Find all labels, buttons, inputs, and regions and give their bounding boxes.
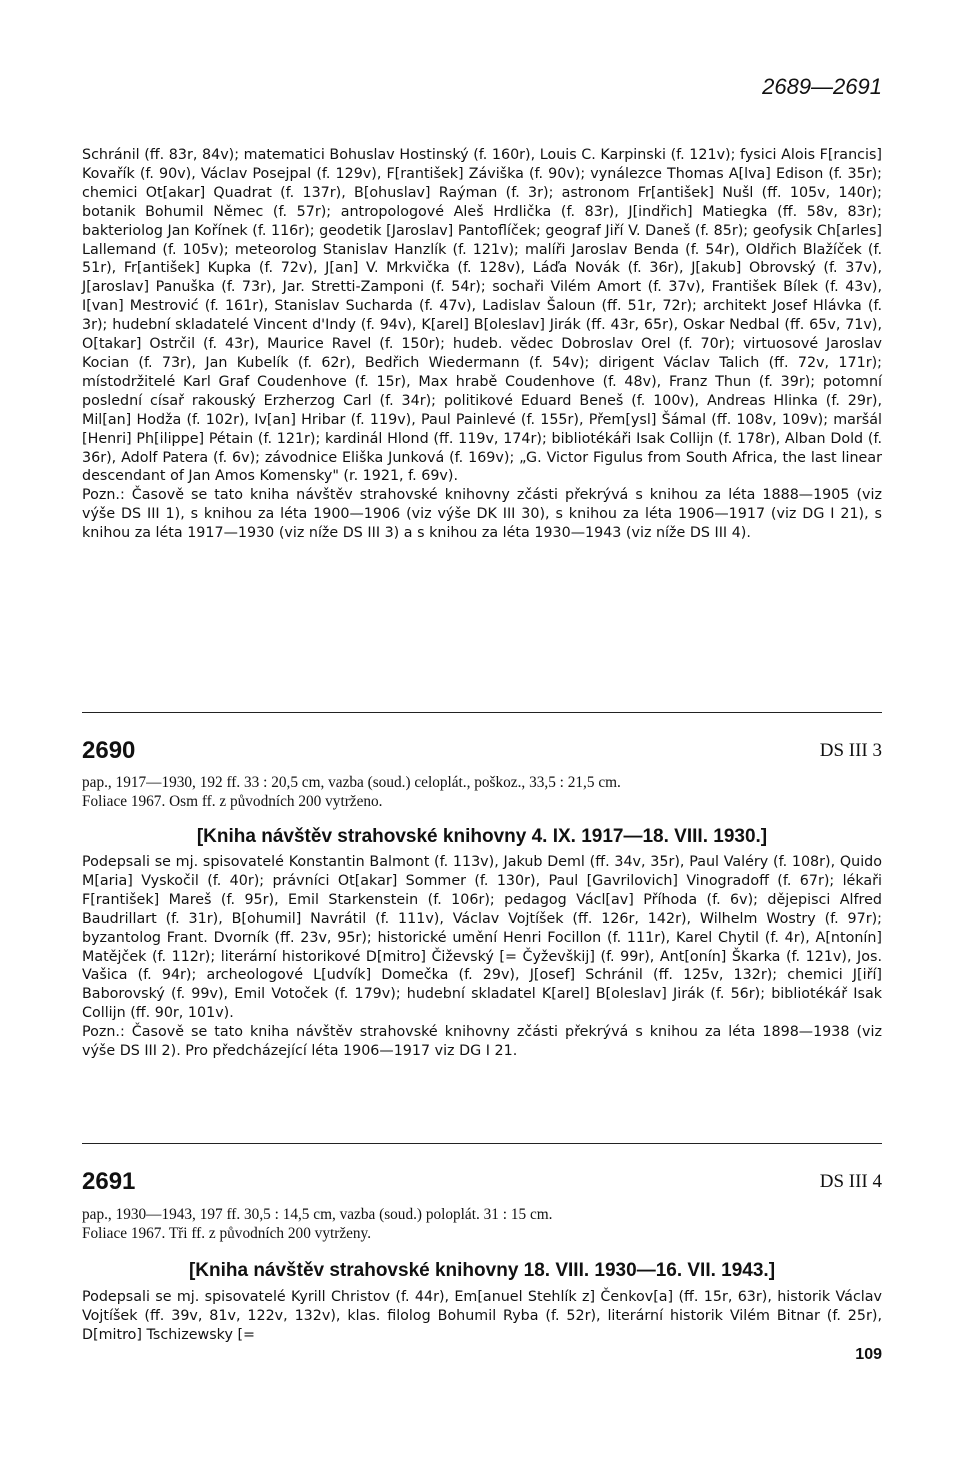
entry-2689-note: Pozn.: Časově se tato kniha návštěv strahovské knihovny zčásti překrývá s knihou za léta 1888—1905 (viz výše DS III 1), s knihou za léta 1900—1906 (viz výše DK III 30), s knihou za léta 1906—1917 (viz DG I 21), s knihou za léta 1917—1930 (viz níže DS III 3) a s knihou za léta 1930—1943 (viz níže DS III 4).: [82, 487, 882, 542]
running-head: 2689—2691: [762, 74, 882, 99]
description-line: pap., 1917—1930, 192 ff. 33 : 20,5 cm, vazba (soud.) celoplát., poškoz., 33,5 : 21,5 cm.: [82, 774, 621, 791]
entry-title: [Kniha návštěv strahovské knihovny 18. VIII. 1930—16. VII. 1943.]: [188, 1260, 776, 1281]
entry-2690-text: Podepsali se mj. spisovatelé Konstantin Balmont (f. 113v), Jakub Deml (ff. 34v, 35r), Paul Valéry (f. 108r), Quido M[aria] Vyskočil (f. 40r); právníci Ot[akar] Sommer (f. 130r), Paul [Gavrilovich] Vinogradoff (f. 67r); lékaři F[rantišek] Mareš (f. 95r), Emil Starkenstein (f. 106r); pedagog Václ[av] Příhoda (f. 6v); dějepisci Alfred Baudrillart (f. 31r), B[ohumil] Navrátil (f. 111v), Václav Vojtíšek (ff. 126r, 142r), Wilhelm Wostry (f. 97r); byzantolog Frant. Dvorník (ff. 23v, 95r); historické umění Henri Focillon (f. 111r), Karel Chytil (f. 4r), A[ntonín] Matějček (f. 112r); literární historikové D[mitro] Čiževský [= Čyževškij] (f. 99r), Ant[onín] Škarka (f. 121v), Jos. Vašica (f. 94r); archeologové L[udvík] Domečka (f. 29v), J[osef] Schránil (ff. 125v, 132r); chemici J[iří] Baborovský (f. 99v), Emil Votoček (f. 179v); hudební skladatel K[arel] B[oleslav] Jirák (f. 56r); bibliotékář Isak Collijn (ff. 90r, 101v).: [82, 854, 882, 1022]
shelf-signature: DS III 4: [819, 1171, 882, 1192]
entry-2691-text: Podepsali se mj. spisovatelé Kyrill Christov (f. 44r), Em[anuel Stehlík z] Čenkov[a] (ff. 15r, 63r), historik Václav Vojtíšek (ff. 39v, 81v, 122v, 132v), klas. filolog Bohumil Ryba (f. 52r), literární historik Vilém Bitnar (f. 25r), D[mitro] Tschizewsky [=: [82, 1289, 882, 1343]
physical-description: [82, 1206, 882, 1243]
physical-description: [82, 774, 882, 811]
document-page: [82, 0, 882, 1462]
entry-title: [Kniha návštěv strahovské knihovny 4. IX. 1917—18. VIII. 1930.]: [196, 826, 768, 847]
section-divider: [82, 712, 882, 713]
entry-2689-continuation: [82, 146, 882, 543]
shelf-signature: DS III 3: [819, 740, 882, 761]
entry-number: 2690: [82, 737, 136, 764]
page-number: 109: [855, 1346, 882, 1363]
entry-2691-body: [82, 1288, 882, 1345]
section-divider: [82, 1143, 882, 1144]
description-line: pap., 1930—1943, 197 ff. 30,5 : 14,5 cm, vazba (soud.) poloplát. 31 : 15 cm.: [82, 1206, 553, 1223]
entry-2690-body: [82, 853, 882, 1061]
entry-2690-note: Pozn.: Časově se tato kniha návštěv strahovské knihovny zčásti překrývá s knihou za léta 1898—1938 (viz výše DS III 2). Pro předcházející léta 1906—1917 viz DG I 21.: [82, 1024, 882, 1060]
entry-2689-text: Schránil (ff. 83r, 84v); matematici Bohuslav Hostinský (f. 160r), Louis C. Karpinski (f. 121v); fysici Alois F[rancis] Kovařík (f. 90v), Václav Posejpal (f. 129v), F[rantišek] Záviška (f. 90v); vynálezce Thomas A[lva] Edison (f. 35r); chemici Ot[akar] Quadrat (f. 137r), B[ohuslav] Raýman (f. 3r); astronom Fr[antišek] Nušl (ff. 105v, 140r); botanik Bohumil Němec (f. 57r); antropologové Aleš Hrdlička (f. 83r), J[indřich] Matiegka (ff. 58v, 83r); bakteriolog Jan Kořínek (f. 116r); geodetik [Jaroslav] Pantoflíček; geograf Jiří V. Daneš (f. 85r); geofysik Ch[arles] Lallemand (f. 105v); meteorolog Stanislav Hanzlík (f. 121v); malíři Jaroslav Benda (f. 54r), Oldřich Blažíček (f. 51r), Fr[antišek] Kupka (f. 72v), J[an] V. Mrkvička (f. 128v), Láďa Novák (f. 36r), J[akub] Obrovský (f. 37v), J[aroslav] Panuška (f. 73r), Jar. Stretti-Zamponi (f. 54r); sochaři Vilém Amort (f. 37v), František Bílek (f. 43v), I[van] Mestrović (f. 161r), Stanislav Sucharda (f. 47v), Ladislav Šaloun (ff. 51r, 72r); architekt Josef Hlávka (f. 3r); hudební skladatelé Vincent d'Indy (f. 94v), K[arel] B[oleslav] Jirák (ff. 43r, 65r), Oskar Nedbal (ff. 65v, 71v), O[takar] Ostrčil (f. 43r), Maurice Ravel (f. 150r); hudeb. vědec Dobroslav Orel (f. 70r); virtuosové Jaroslav Kocian (f. 73r), Jan Kubelík (f. 62r), Bedřich Wiedermann (f. 54v); dirigent Václav Talich (ff. 72v, 171r); místodržitelé Karl Graf Coudenhove (f. 15r), Max hrabě Coudenhove (f. 48v), Franz Thun (f. 39r); potomní poslední císař rakouský Erzherzog Carl (f. 34r); politikové Eduard Beneš (f. 100v), Andreas Hlinka (f. 29r), Mil[an] Hodža (f. 102r), Iv[an] Hribar (f. 119v), Paul Painlevé (f. 155r), Přem[ysl] Šámal (ff. 108v, 109v); maršál [Henri] Ph[ilippe] Pétain (f. 121r); kardinál Hlond (ff. 119v, 174r); bibliotékáři Isak Collijn (f. 178r), Alban Dold (f. 36r), Adolf Patera (f. 6v); závodnice Eliška Junková (f. 169v); „G. Victor Figulus from South Africa, the last linear descendant of Jan Amos Komensky" (r. 1921, f. 69v).: [82, 147, 882, 485]
entry-number: 2691: [82, 1168, 136, 1195]
description-line: Foliace 1967. Tři ff. z původních 200 vytrženy.: [82, 1224, 372, 1242]
description-line: Foliace 1967. Osm ff. z původních 200 vytrženo.: [82, 792, 383, 810]
